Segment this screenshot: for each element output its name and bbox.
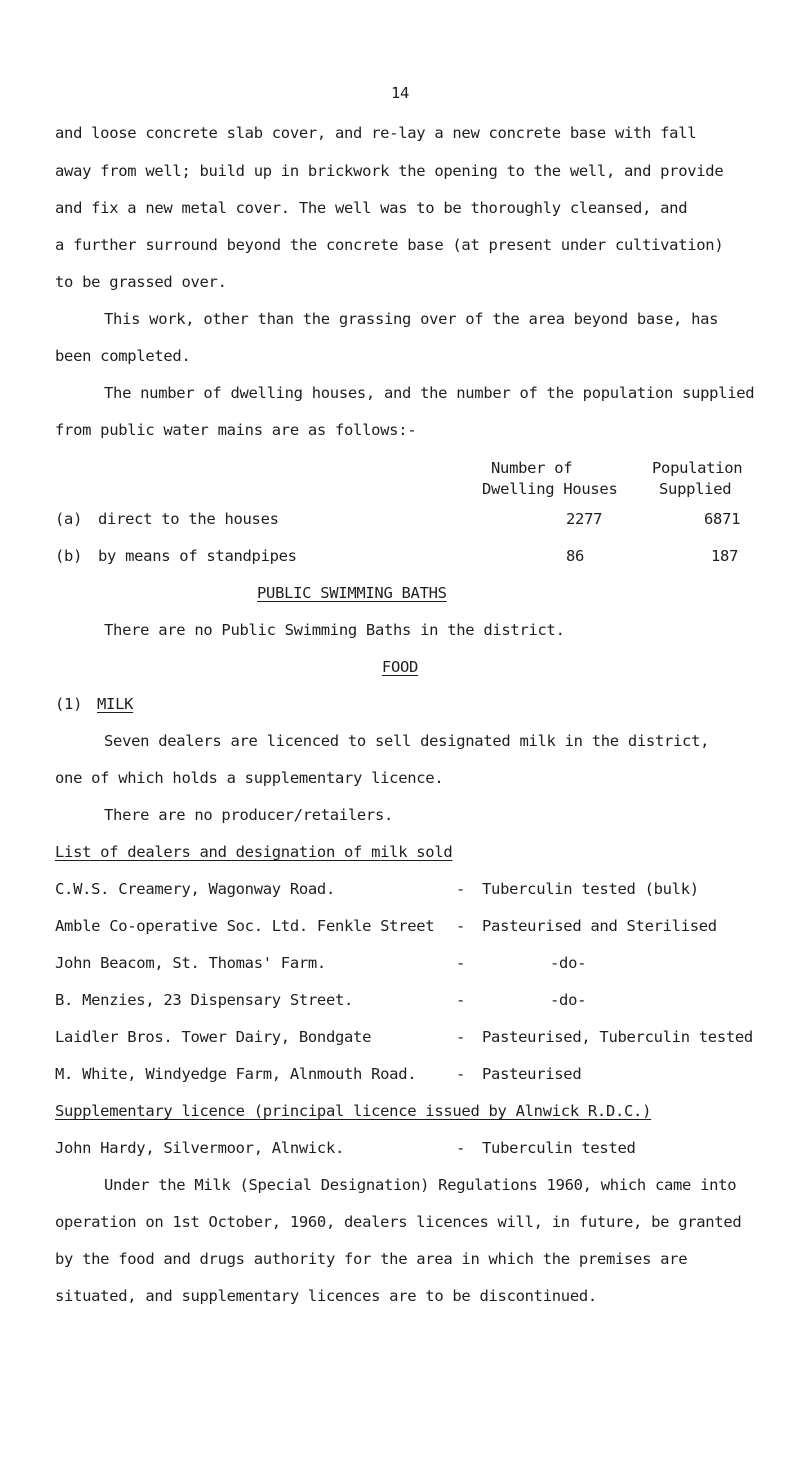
subsection-heading-milk: MILK xyxy=(97,695,134,713)
dealer-designation: Pasteurised, Tuberculin tested xyxy=(482,1028,753,1046)
dealers-list-heading: List of dealers and designation of milk sold xyxy=(55,843,453,861)
paragraph-line: by the food and drugs authority for the area in which the premises are xyxy=(55,1250,688,1268)
dealer-designation: Pasteurised and Sterilised xyxy=(482,917,717,935)
paragraph-line: away from well; build up in brickwork the opening to the well, and provide xyxy=(55,162,724,180)
dealer-designation: Tuberculin tested xyxy=(482,1139,636,1157)
section-heading-food: FOOD xyxy=(381,658,419,676)
dealer-name: Laidler Bros. Tower Dairy, Bondgate xyxy=(55,1028,372,1046)
dealer-name: M. White, Windyedge Farm, Alnmouth Road. xyxy=(55,1065,417,1083)
paragraph-line: and fix a new metal cover. The well was to be thoroughly cleansed, and xyxy=(55,199,688,217)
dealer-dash: - xyxy=(456,1028,466,1046)
page-number: 14 xyxy=(390,84,410,102)
paragraph-line: been completed. xyxy=(55,347,191,365)
dealer-designation: -do- xyxy=(550,991,587,1009)
population-value: 6871 xyxy=(704,510,741,528)
paragraph-line: one of which holds a supplementary licence. xyxy=(55,769,444,787)
dealer-dash: - xyxy=(456,1065,466,1083)
paragraph-line: Seven dealers are licenced to sell designated milk in the district, xyxy=(104,732,710,750)
paragraph-line: from public water mains are as follows:- xyxy=(55,421,417,439)
paragraph-line: The number of dwelling houses, and the number of the population supplied xyxy=(104,384,755,402)
row-description: by means of standpipes xyxy=(98,547,297,565)
column-header-population: Population Supplied xyxy=(652,459,743,498)
paragraph-line: a further surround beyond the concrete base (at present under cultivation) xyxy=(55,236,724,254)
population-value: 187 xyxy=(711,547,739,565)
paragraph-line: There are no Public Swimming Baths in the district. xyxy=(104,621,565,639)
paragraph-line: This work, other than the grassing over of the area beyond base, has xyxy=(104,310,719,328)
paragraph-line: situated, and supplementary licences are to be discontinued. xyxy=(55,1287,597,1305)
section-heading-baths: PUBLIC SWIMMING BATHS xyxy=(257,584,447,602)
column-header-houses: Number of Dwelling Houses xyxy=(482,459,618,498)
subsection-label: (1) xyxy=(55,695,83,713)
dealer-name: John Hardy, Silvermoor, Alnwick. xyxy=(55,1139,345,1157)
dealer-dash: - xyxy=(456,917,466,935)
row-description: direct to the houses xyxy=(98,510,279,528)
dealer-designation: -do- xyxy=(550,954,587,972)
dealer-designation: Pasteurised xyxy=(482,1065,582,1083)
row-label: (a) xyxy=(55,510,83,528)
dealer-dash: - xyxy=(456,1139,466,1157)
paragraph-line: and loose concrete slab cover, and re-lay a new concrete base with fall xyxy=(55,124,697,142)
dealer-designation: Tuberculin tested (bulk) xyxy=(482,880,699,898)
houses-value: 2277 xyxy=(566,510,603,528)
paragraph-line: to be grassed over. xyxy=(55,273,227,291)
dealer-dash: - xyxy=(456,954,466,972)
dealer-name: Amble Co-operative Soc. Ltd. Fenkle Street xyxy=(55,917,435,935)
dealer-dash: - xyxy=(456,991,466,1009)
dealer-dash: - xyxy=(456,880,466,898)
dealer-name: John Beacom, St. Thomas' Farm. xyxy=(55,954,326,972)
paragraph-line: Under the Milk (Special Designation) Regulations 1960, which came into xyxy=(104,1176,737,1194)
supplementary-heading: Supplementary licence (principal licence issued by Alnwick R.D.C.) xyxy=(55,1102,652,1120)
paragraph-line: operation on 1st October, 1960, dealers licences will, in future, be granted xyxy=(55,1213,742,1231)
dealer-name: C.W.S. Creamery, Wagonway Road. xyxy=(55,880,335,898)
dealer-name: B. Menzies, 23 Dispensary Street. xyxy=(55,991,354,1009)
houses-value: 86 xyxy=(566,547,585,565)
paragraph-line: There are no producer/retailers. xyxy=(104,806,394,824)
row-label: (b) xyxy=(55,547,83,565)
